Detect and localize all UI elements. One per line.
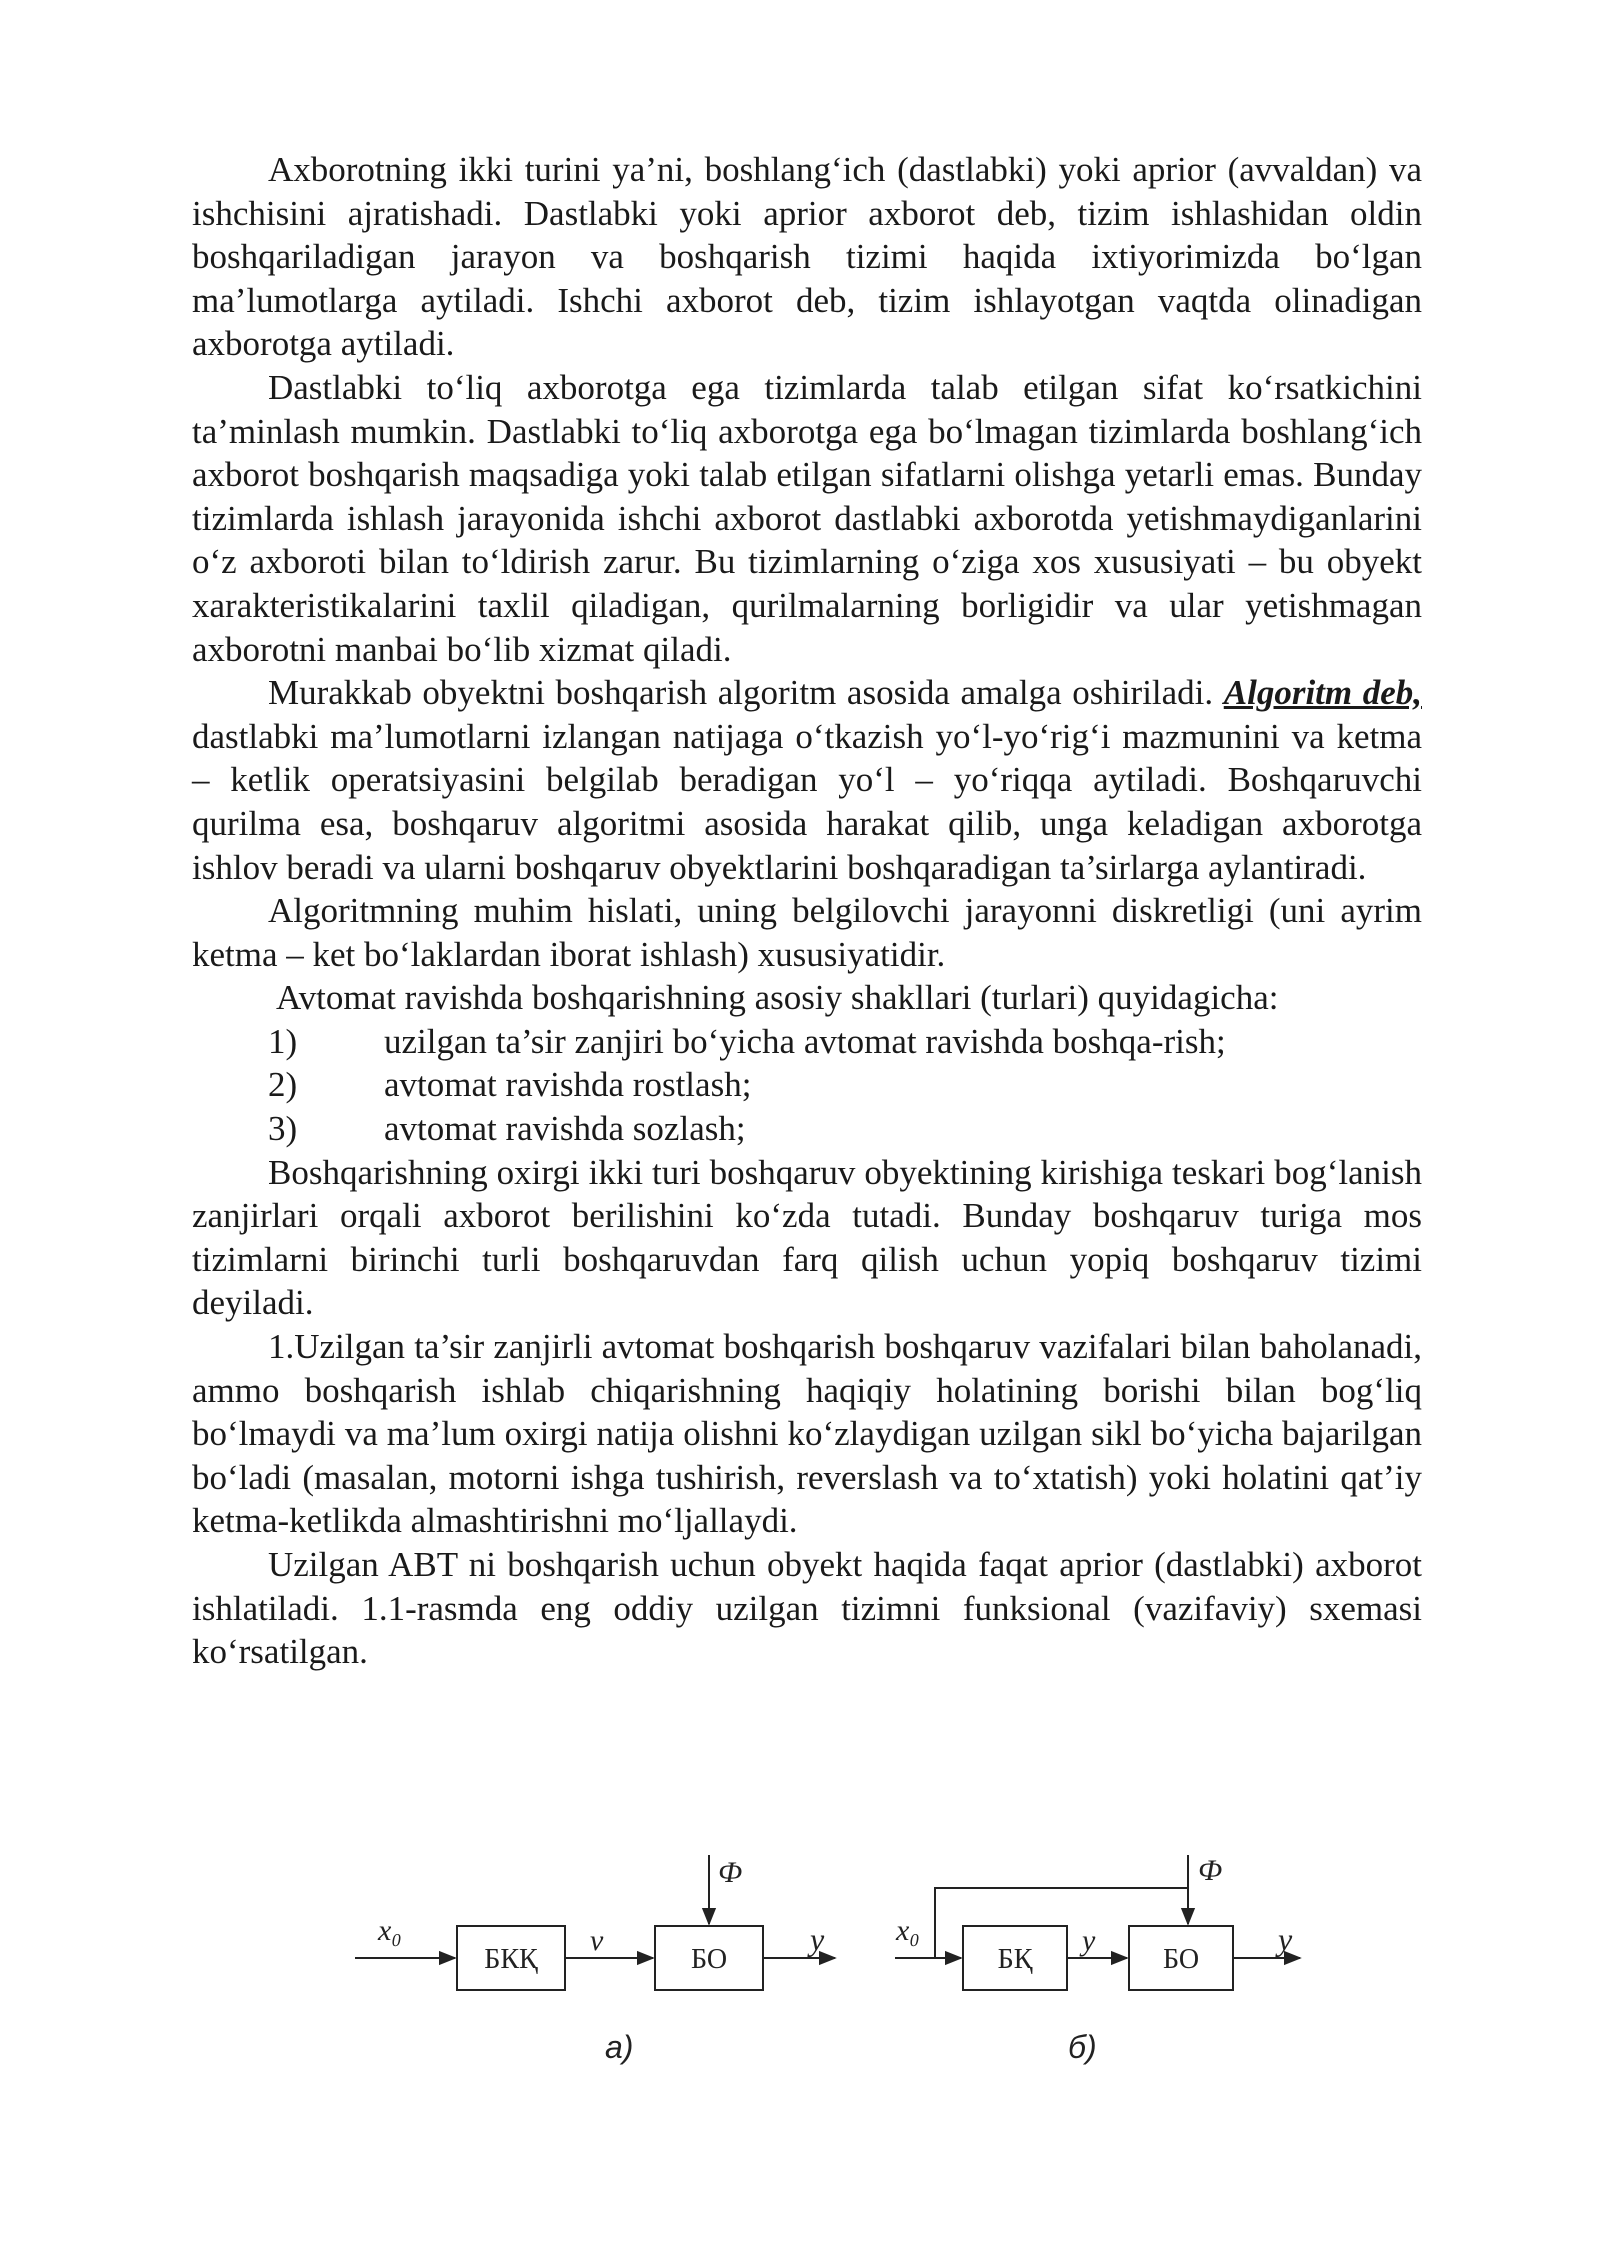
bypass-line-b: [935, 1888, 1188, 1958]
paragraph-8: Uzilgan ABT ni boshqarish uchun obyekt haqida faqat aprior (dastlabki) axborot ishlatiladi. 1.1-rasmda eng oddiy uzilgan tizimni funksional (vazifaviy) sxemasi ko‘rsatilgan.: [192, 1545, 1422, 1672]
body-text: [192, 148, 1422, 1674]
block-bq-label: БҚ: [997, 1944, 1033, 1975]
figure-block-diagrams: [340, 1840, 1340, 2080]
block-diagram-svg: [340, 1840, 1340, 2080]
paragraph-1: Axborotning ikki turini ya’ni, boshlang‘ich (dastlabki) yoki aprior (avvaldan) va ishchisini ajratishadi. Dastlabki yoki aprior axborot deb, tizim ishlashidan oldin boshqariladigan jarayon va boshqarish tizimi haqida ixtiyorimizda bo‘lgan ma’lumotlarga aytiladi. Ishchi axborot deb, tizim ishlayotgan vaqtda olinadigan axborotga aytiladi.: [192, 150, 1422, 364]
caption-b: б): [1068, 2029, 1097, 2065]
input-label-b: x₀: [896, 1914, 920, 1947]
list-text: uzilgan ta’sir zanjiri bo‘yicha avtomat ravishda boshqa-rish;: [384, 1021, 1226, 1061]
disturbance-label-b: Ф: [1198, 1854, 1223, 1887]
caption-a: а): [605, 2029, 634, 2065]
list-number: 2): [268, 1065, 298, 1105]
paragraph-7-text: Uzilgan ta’sir zanjirli avtomat boshqarish boshqaruv vazifalari bilan baholanadi, ammo boshqarish ishlab chiqarishning haqiqiy holatining borishi bilan bog‘liq bo‘lmaydi va ma’lum oxirgi natija olishni ko‘zlaydigan uzilgan sikl bo‘yicha bajarilgan bo‘ladi (masalan, motorni ishga tushirish, reverslash va to‘xtatish) yoki holatini qat’iy ketma-ketlikda almashtirishni mo‘ljallaydi.: [192, 1327, 1422, 1541]
paragraph-7-number: 1.: [268, 1327, 295, 1367]
list-number: 1): [268, 1021, 298, 1061]
mid-label-b: y: [1082, 1924, 1096, 1957]
list-text: avtomat ravishda rostlash;: [384, 1065, 752, 1105]
block-bo-label-a: БО: [690, 1944, 728, 1975]
paragraph-3-intro: Murakkab obyektni boshqarish algoritm asosida amalga oshiriladi.: [268, 673, 1224, 713]
definition-term: Algoritm deb,: [1223, 673, 1422, 713]
paragraph-4: Algoritmning muhim hislati, uning belgilovchi jarayonni diskretligi (uni ayrim ketma – ket bo‘laklardan iborat ishlash) xususiyatidir.: [192, 891, 1422, 974]
list-text: avtomat ravishda sozlash;: [384, 1109, 746, 1149]
paragraph-7: [192, 1325, 1422, 1543]
diagram-b: [895, 1854, 1300, 2065]
paragraph-3: [192, 671, 1422, 889]
output-label-b: y: [1278, 1921, 1293, 1957]
block-bkq-label: БКҚ: [484, 1944, 538, 1975]
paragraph-5: Avtomat ravishda boshqarishning asosiy shakllari (turlari) quyidagicha:: [276, 978, 1279, 1018]
diagram-a: [355, 1855, 835, 2065]
mid-label-a: v: [590, 1924, 604, 1957]
block-bo-label-b: БО: [1162, 1944, 1200, 1975]
list-item: [192, 1107, 1422, 1151]
paragraph-6: Boshqarishning oxirgi ikki turi boshqaruv obyektining kirishiga teskari bog‘lanish zanjirlari orqali axborot berilishini ko‘zda tutadi. Bunday boshqaruv turiga mos tizimlarni birinchi turli boshqaruvdan farq qilish uchun yopiq boshqaruv tizimi deyiladi.: [192, 1152, 1422, 1323]
input-label-a: x₀: [378, 1914, 402, 1947]
output-label-a: y: [810, 1921, 825, 1957]
list-number: 3): [268, 1109, 298, 1149]
list-item: [192, 1020, 1422, 1064]
paragraph-2: Dastlabki to‘liq axborotga ega tizimlarda talab etilgan sifat ko‘rsatkichini ta’minlash mumkin. Dastlabki to‘liq axborotga ega bo‘lmagan tizimlarda boshlang‘ich axborot boshqarish maqsadiga yoki talab etilgan sifatlarni olishga yetarli emas. Bunday tizimlarda ishlash jarayonida ishchi axborot dastlabki axborotda yetishmaydiganlarini o‘z axboroti bilan to‘ldirish zarur. Bu tizimlarning o‘ziga xos xususiyati – bu obyekt xarakteristikalarini taxlil qiladigan, qurilmalarning borligidir va ular yetishmagan axborotni manbai bo‘lib xizmat qiladi.: [192, 367, 1422, 669]
list-item: [192, 1063, 1422, 1107]
disturbance-label-a: Ф: [718, 1856, 743, 1889]
paragraph-3-rest: dastlabki ma’lumotlarni izlangan natijaga o‘tkazish yo‘l-yo‘rig‘i mazmunini va ketma – ketlik operatsiyasini belgilab beradigan yo‘l – yo‘riqqa aytiladi. Boshqaruvchi qurilma esa, boshqaruv algoritmi asosida harakat qilib, unga keladigan axborotga ishlov beradi va ularni boshqaruv obyektlarini boshqaradigan ta’sirlarga aylantiradi.: [192, 716, 1422, 887]
